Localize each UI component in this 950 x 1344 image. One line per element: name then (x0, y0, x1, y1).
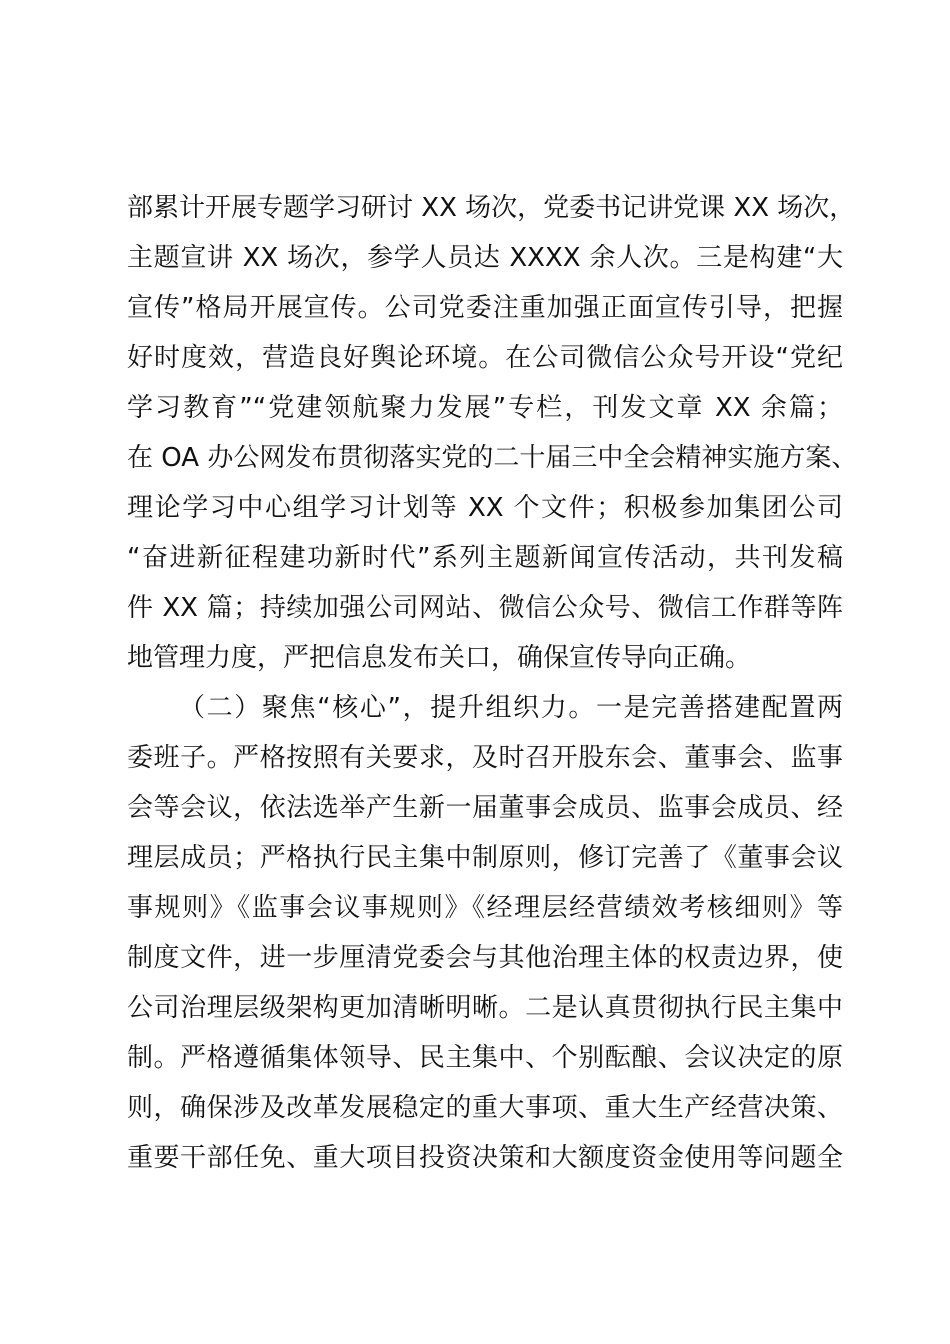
body-text (127, 183, 858, 1183)
text-line: 委班子。严格按照有关要求，及时召开股东会、董事会、监事 (127, 743, 843, 773)
text-line: 在 OA 办公网发布贯彻落实党的二十届三中全会精神实施方案、 (127, 443, 858, 473)
text-line: 制度文件，进一步厘清党委会与其他治理主体的权责边界，使 (127, 943, 843, 973)
text-line: 宣传”格局开展宣传。公司党委注重加强正面宣传引导，把握 (127, 293, 843, 323)
text-line: 地管理力度，严把信息发布关口，确保宣传导向正确。 (127, 643, 752, 673)
text-line: 理层成员；严格执行民主集中制原则，修订完善了《董事会议 (127, 843, 843, 873)
text-line: 公司治理层级架构更加清晰明晰。二是认真贯彻执行民主集中 (127, 993, 843, 1023)
text-line: 事规则》《监事会议事规则》《经理层经营绩效考核细则》等 (127, 893, 843, 923)
text-line: “奋进新征程建功新时代”系列主题新闻宣传活动，共刊发稿 (127, 543, 843, 573)
text-line: 则，确保涉及改革发展稳定的重大事项、重大生产经营决策、 (127, 1093, 843, 1123)
text-line: 会等会议，依法选举产生新一届董事会成员、监事会成员、经 (127, 793, 843, 823)
text-line: 制。严格遵循集体领导、民主集中、个别酝酿、会议决定的原 (127, 1043, 843, 1073)
text-line: 部累计开展专题学习研讨 XX 场次，党委书记讲党课 XX 场次， (127, 193, 856, 223)
text-line: 好时度效，营造良好舆论环境。在公司微信公众号开设“党纪 (127, 343, 843, 373)
paragraph-start-line: （二）聚焦“核心”，提升组织力。一是完善搭建配置两 (179, 693, 843, 723)
text-line: 学习教育”“党建领航聚力发展”专栏，刊发文章 XX 余篇； (127, 393, 843, 423)
text-line: 重要干部任免、重大项目投资决策和大额度资金使用等问题全 (127, 1143, 843, 1173)
text-line: 件 XX 篇；持续加强公司网站、微信公众号、微信工作群等阵 (127, 593, 843, 623)
text-line: 理论学习中心组学习计划等 XX 个文件；积极参加集团公司 (127, 493, 843, 523)
text-line: 主题宣讲 XX 场次，参学人员达 XXXX 余人次。三是构建“大 (127, 243, 843, 273)
